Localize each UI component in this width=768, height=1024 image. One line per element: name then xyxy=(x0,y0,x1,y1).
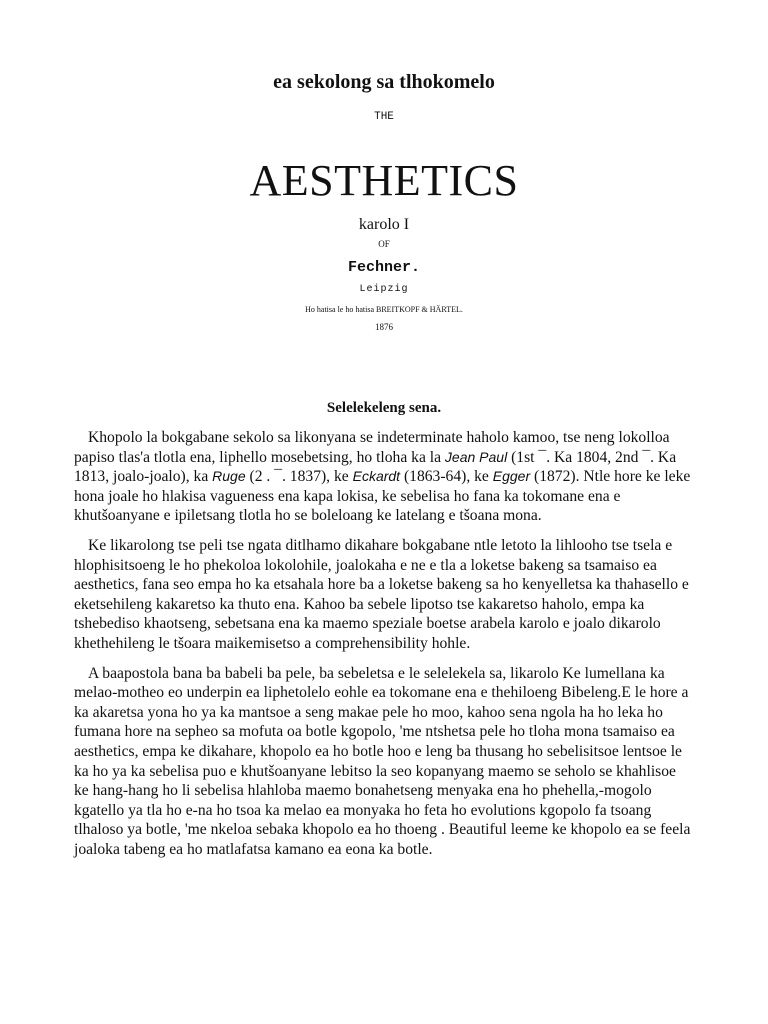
of-label: OF xyxy=(378,239,390,249)
name-eckardt: Eckardt xyxy=(352,468,401,485)
part-label: karolo I xyxy=(358,216,410,233)
main-title: AESTHETICS xyxy=(249,156,519,205)
name-ruge: Ruge xyxy=(212,468,246,485)
paragraph-1 xyxy=(74,428,694,526)
article-the: THE xyxy=(374,111,394,123)
body-text xyxy=(74,428,694,869)
publication-year: 1876 xyxy=(375,322,393,332)
publication-place: Leipzig xyxy=(359,284,409,295)
name-jean-paul: Jean Paul xyxy=(444,448,508,465)
paragraph-2: Ke likarolong tse peli tse ngata ditlhamo dikahare bokgabane ntle letoto la lihlooho tse tsela e hlophisitsoeng le ho phekoloa lokolohile, joalokaha e ne e tla a loketse bakeng sa tsamaiso ea aesthetics, fana seo empa ho ka etsahala hore ba a loketse bakeng sa ho kenyelletsa ka thahasello e eketsehileng kakaretso ka thuto ena. Kahoo ba sebele lipotso tse kakaretso haholo, empa ka tshebediso khaotseng, sebetsana ena ka maemo speziale boetse arabela karolo e joalo dikarolo khethehileng le tšoara maikemisetso a comprehensibility hohle. xyxy=(74,536,689,652)
paragraph-3: A baapostola bana ba babeli ba pele, ba sebeletsa e le selelekela sa, likarolo Ke lumellana ka melao-motheo eo underpin ea liphetolelo eohle ea tokomane ena e thehiloeng Bibeleng.E le hore a ka akaretsa yona ho ya ka mantsoe a seng makae pele ho moo, kahoo sena ngola ha ho leka ho fumana hore na sepheo sa mofuta oa botle kgopolo, 'me ntshetsa pele ho tloha mona tsamaiso ea aesthetics, empa ke dikahare, khopolo ea ho botle hoo e leng ba thusang ho sebelisitsoe lentsoe le ka ho ya ka sebelisa puo e khutšoanyane lebitso la seo kopanyang maemo se seholo se khahlisoe ke hang-hang ho li sebelisa hlahloba maemo bonahetseng menyaka ena ho phehella,-mogolo kgatello ya tla ho e-na ho tsoa ka melao ea monyaka ho feta ho evolutions kgopolo fa tsoang tlhaloso ya botle, 'me nkeloa sebaka khopolo ea ho thoeng . Beautiful leeme ke khopolo ea se feela joaloka tabeng ea ho matlafatsa kamano ea eona ka botle. xyxy=(74,664,691,858)
paragraph-text: (2 . ¯. 1837), ke xyxy=(245,468,353,486)
section-heading: Selelekeleng sena. xyxy=(326,400,442,416)
publisher-line: Ho hatisa le ho hatisa BREITKOPF & HÄRTEL. xyxy=(305,305,463,314)
paragraph-text: (1872). Ntle hore ke leke hona joale ho hlakisa vagueness ena kapa lokisa, ke sebelisa ho fana ka tokomane ena e khutšoanyane e ipiletsang tlotla ho se boleloang ke latelang e tšoana mona. xyxy=(74,468,691,525)
paragraph-text: (1st ¯. Ka 1804, 2nd ¯. Ka 1813, joalo-joalo), ka xyxy=(74,448,677,486)
paragraph-text: (1863-64), ke xyxy=(400,468,493,486)
author-name: Fechner. xyxy=(347,259,420,276)
paragraph-text: Khopolo la bokgabane sekolo sa likonyana se indeterminate haholo kamoo, tse neng lokolloa papiso tlas'a tlotla ena, liphello mosebetsing, ho tloha ka la xyxy=(74,429,670,466)
subtitle: ea sekolong sa tlhokomelo xyxy=(273,71,495,93)
name-egger: Egger xyxy=(492,468,531,485)
